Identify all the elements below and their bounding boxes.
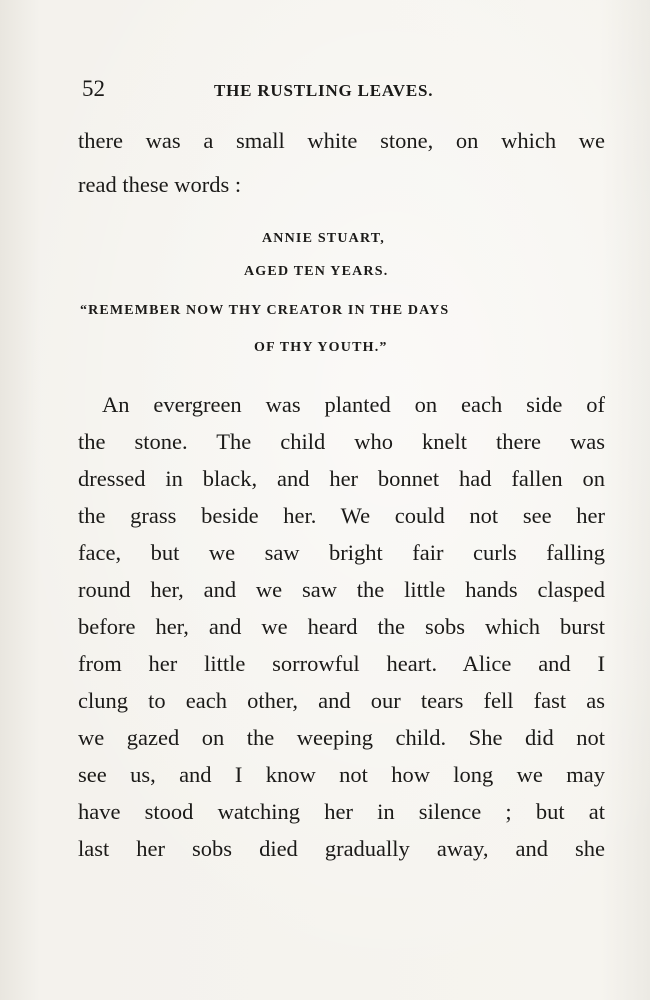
text-line: from her little sorrowful heart. Alice and I: [78, 651, 605, 676]
epitaph-verse-line-2: OF THY YOUTH.”: [254, 340, 388, 355]
text-line: have stood watching her in silence ; but at: [78, 799, 605, 824]
text-line: before her, and we heard the sobs which burst: [78, 614, 605, 639]
text-line: there was a small white stone, on which we: [78, 128, 605, 153]
text-line: An evergreen was planted on each side of: [102, 392, 605, 417]
text-line: see us, and I know not how long we may: [78, 762, 605, 787]
text-line: dressed in black, and her bonnet had fallen on: [78, 466, 605, 491]
main-paragraph: [78, 392, 605, 892]
text-line: clung to each other, and our tears fell fast as: [78, 688, 605, 713]
epitaph-verse-line-1: “REMEMBER NOW THY CREATOR IN THE DAYS: [80, 303, 450, 318]
text-line: read these words :: [78, 172, 242, 197]
text-line: we gazed on the weeping child. She did not: [78, 725, 605, 750]
text-line: round her, and we saw the little hands clasped: [78, 577, 605, 602]
text-line: face, but we saw bright fair curls falling: [78, 540, 605, 565]
running-title: THE RUSTLING LEAVES.: [214, 81, 434, 100]
text-line: the stone. The child who knelt there was: [78, 429, 605, 454]
epitaph-age: AGED TEN YEARS.: [244, 264, 389, 279]
text-line: last her sobs died gradually away, and she: [78, 836, 605, 861]
page-header: [82, 76, 602, 106]
opening-text: [78, 128, 605, 208]
text-line: the grass beside her. We could not see her: [78, 503, 605, 528]
page-number: 52: [82, 76, 105, 101]
epitaph-name: ANNIE STUART,: [262, 231, 385, 246]
